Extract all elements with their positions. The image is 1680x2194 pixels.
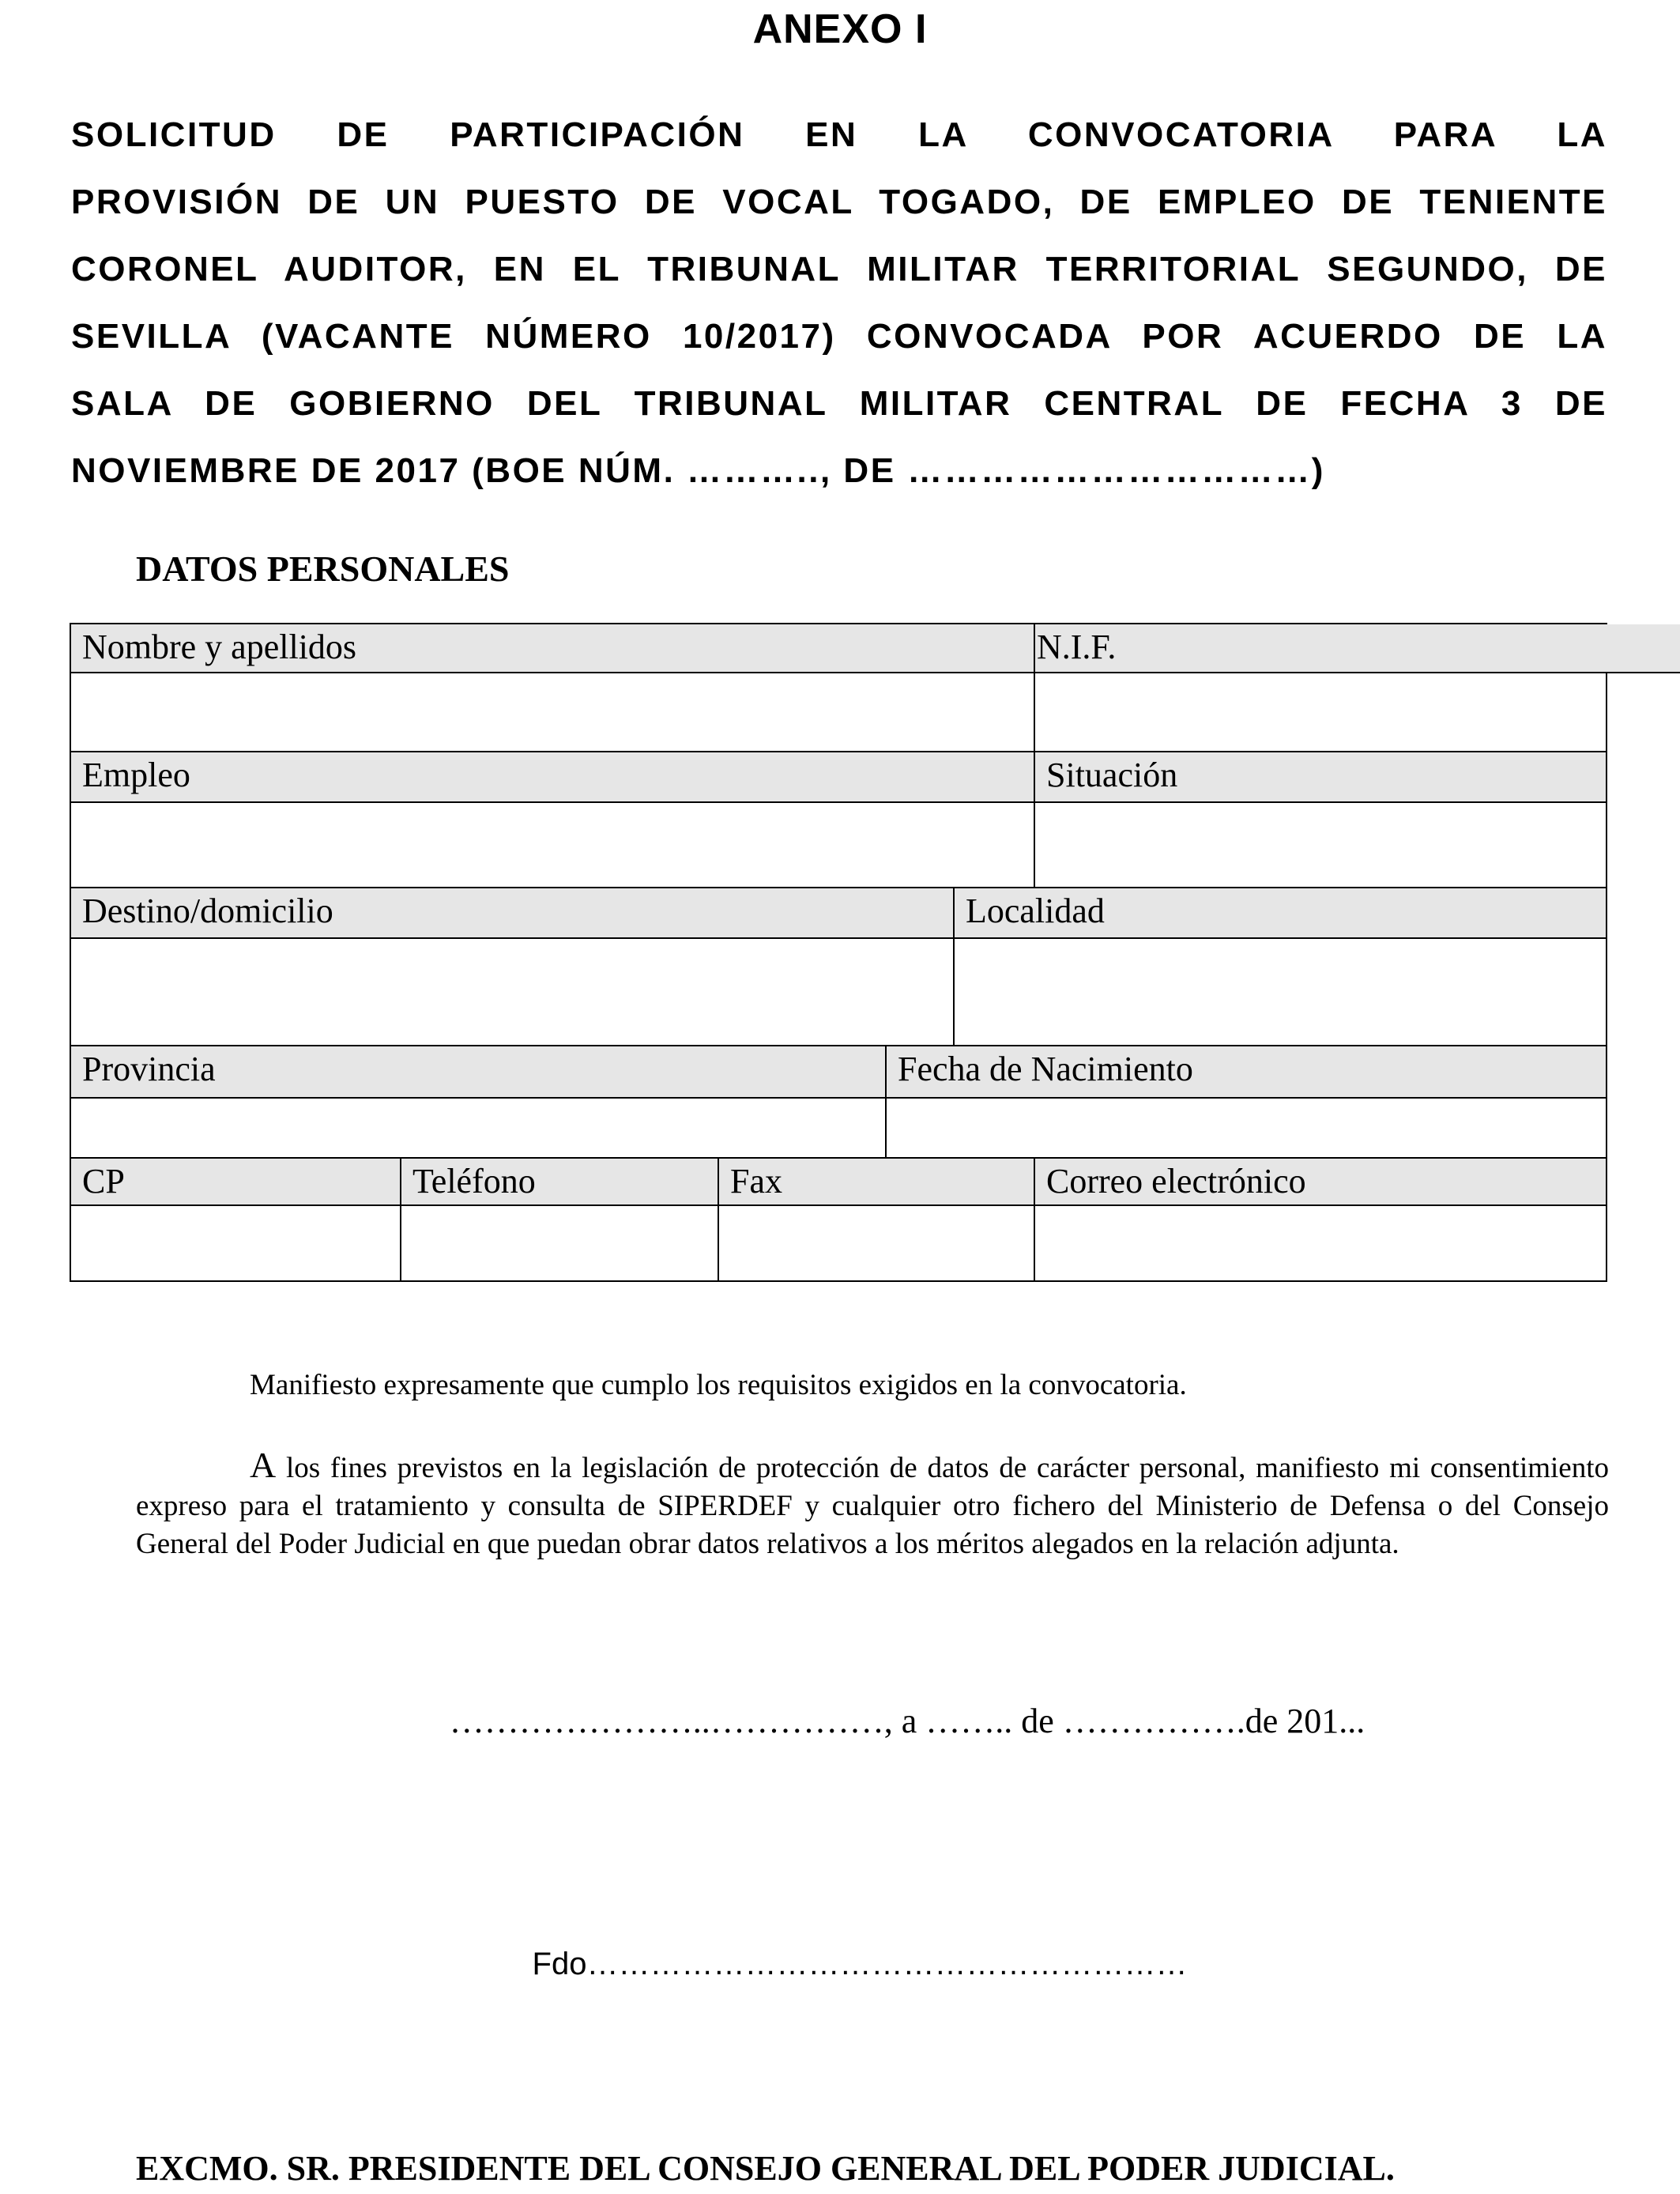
cp-label: CP — [71, 1159, 401, 1206]
addressee: EXCMO. SR. PRESIDENTE DEL CONSEJO GENERAL DEL PODER JUDICIAL. — [136, 2149, 1395, 2188]
telefono-field[interactable] — [401, 1206, 719, 1280]
document-heading — [71, 101, 1607, 504]
localidad-field[interactable] — [955, 939, 1606, 1046]
fax-field[interactable] — [719, 1206, 1035, 1280]
empleo-label: Empleo — [71, 752, 1035, 803]
provincia-field[interactable] — [71, 1099, 887, 1159]
fecha-nacimiento-label: Fecha de Nacimiento — [887, 1046, 1606, 1099]
nombre-field[interactable] — [71, 673, 1035, 752]
heading-line: NOVIEMBRE DE 2017 (BOE NÚM. ……….., DE ……………………………) — [71, 451, 1325, 490]
destino-label: Destino/domicilio — [71, 888, 955, 939]
fax-label: Fax — [719, 1159, 1035, 1206]
correo-label: Correo electrónico — [1035, 1159, 1606, 1206]
situacion-label: Situación — [1035, 752, 1606, 803]
heading-line: SOLICITUD DE PARTICIPACIÓN EN LA CONVOCATORIA PARA LA — [71, 115, 1607, 154]
page-title: ANEXO I — [752, 6, 928, 52]
cp-field[interactable] — [71, 1206, 401, 1280]
localidad-label: Localidad — [955, 888, 1606, 939]
personal-data-form — [70, 623, 1607, 1282]
initial-letter: A — [250, 1445, 277, 1485]
fecha-nacimiento-field[interactable] — [887, 1099, 1606, 1159]
heading-line: CORONEL AUDITOR, EN EL TRIBUNAL MILITAR TERRITORIAL SEGUNDO, DE — [71, 250, 1607, 288]
destino-field[interactable] — [71, 939, 955, 1046]
place-date-line: …………………..……………, a …….. de …………….de 201... — [449, 1702, 1365, 1740]
signature-line: Fdo………………………………………………… — [532, 1947, 1188, 1981]
heading-line: SALA DE GOBIERNO DEL TRIBUNAL MILITAR CENTRAL DE FECHA 3 DE — [71, 384, 1607, 423]
telefono-label: Teléfono — [401, 1159, 719, 1206]
correo-field[interactable] — [1035, 1206, 1606, 1280]
requirements-statement: Manifiesto expresamente que cumplo los requisitos exigidos en la convocatoria. — [250, 1369, 1187, 1401]
nif-label: N.I.F. — [1035, 624, 1680, 673]
situacion-field[interactable] — [1035, 803, 1606, 888]
heading-line: PROVISIÓN DE UN PUESTO DE VOCAL TOGADO, DE EMPLEO DE TENIENTE — [71, 183, 1607, 221]
consent-text: los fines previstos en la legislación de protección de datos de carácter personal, manifiesto mi consentimiento expreso para el tratamiento y consulta de SIPERDEF y cualquier otro fichero del Ministerio de Defensa o del Consejo General del Poder Judicial en que puedan obrar datos relativos a los méritos alegados en la relación adjunta. — [136, 1452, 1609, 1560]
heading-line: SEVILLA (VACANTE NÚMERO 10/2017) CONVOCADA POR ACUERDO DE LA — [71, 317, 1607, 356]
section-title: DATOS PERSONALES — [136, 548, 510, 589]
provincia-label: Provincia — [71, 1046, 887, 1099]
nif-field[interactable] — [1035, 673, 1606, 752]
nombre-label: Nombre y apellidos — [71, 624, 1035, 673]
empleo-field[interactable] — [71, 803, 1035, 888]
data-protection-consent — [136, 1446, 1609, 1563]
